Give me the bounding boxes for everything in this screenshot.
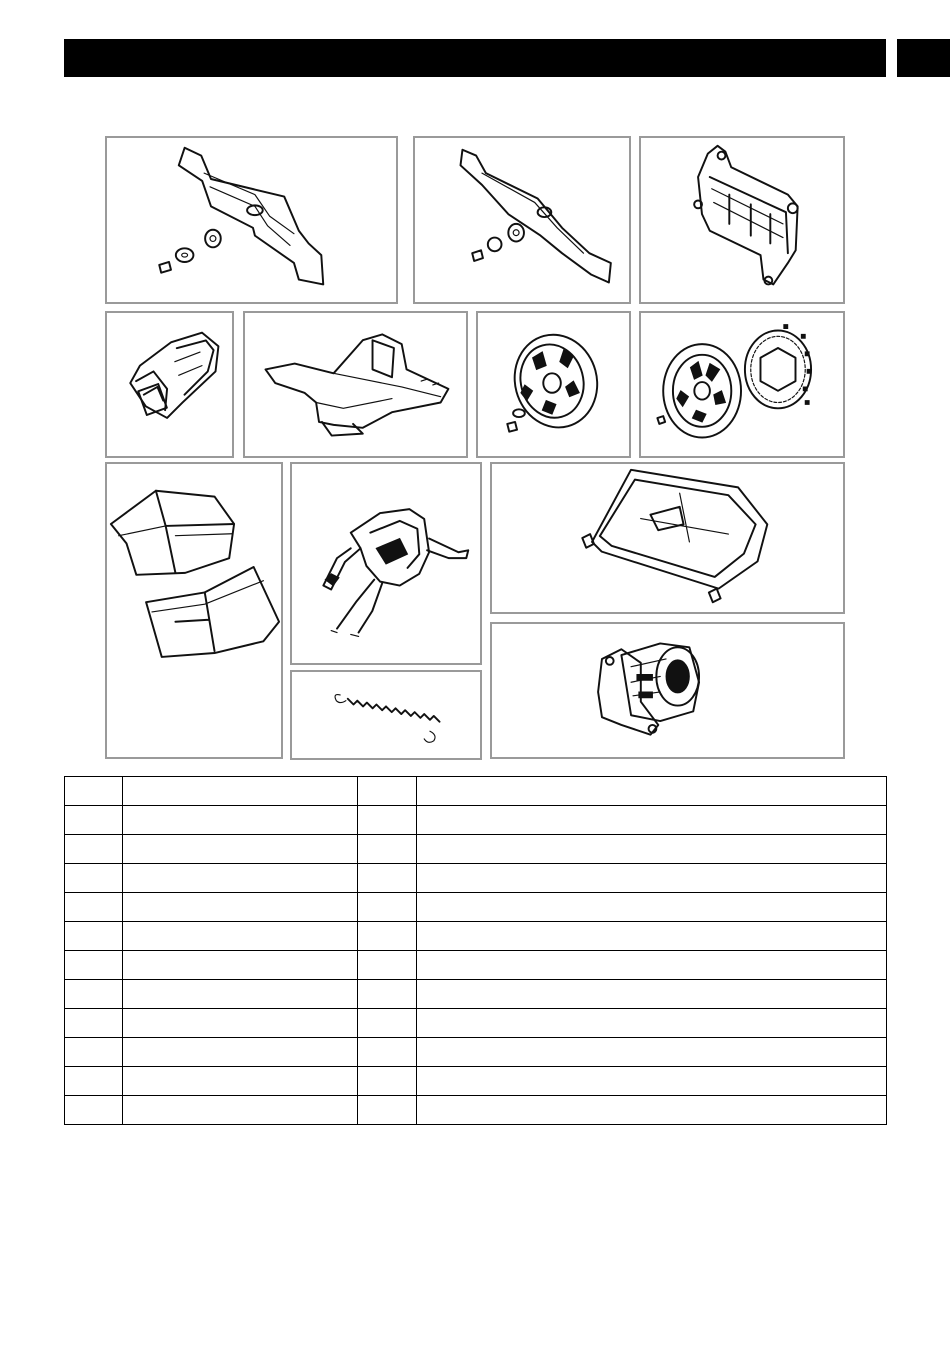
table-row: [65, 1096, 887, 1125]
table-cell: [417, 951, 887, 980]
table-cell: [358, 980, 417, 1009]
table-cell: [417, 835, 887, 864]
table-cell: [123, 1096, 358, 1125]
table-cell: [65, 777, 123, 806]
table-cell: [358, 864, 417, 893]
panel-rear-wheel-gear: [639, 311, 845, 458]
header-bar: [64, 39, 886, 77]
table-cell: [417, 1038, 887, 1067]
wheel-and-gear-icon: [641, 313, 843, 456]
clamp-icon: [107, 313, 232, 456]
table-cell: [123, 777, 358, 806]
table-cell: [417, 922, 887, 951]
motor-icon: [492, 624, 843, 757]
panel-mower-deck: [490, 462, 845, 614]
table-cell: [123, 1009, 358, 1038]
table-cell: [65, 835, 123, 864]
table-cell: [358, 1009, 417, 1038]
parts-table-body: [65, 777, 887, 1125]
table-row: [65, 951, 887, 980]
table-cell: [65, 980, 123, 1009]
table-cell: [123, 893, 358, 922]
panel-motor-mount-bracket: [639, 136, 845, 304]
table-cell: [65, 1067, 123, 1096]
table-cell: [123, 1038, 358, 1067]
panel-spring: [290, 670, 482, 760]
table-cell: [123, 864, 358, 893]
table-cell: [65, 864, 123, 893]
page-tab: [897, 39, 950, 77]
rear-flap-icon: [245, 313, 466, 456]
table-cell: [65, 893, 123, 922]
table-row: [65, 893, 887, 922]
table-cell: [358, 1067, 417, 1096]
table-cell: [358, 893, 417, 922]
table-cell: [358, 951, 417, 980]
panel-blade-large: [105, 136, 398, 304]
table-cell: [417, 777, 887, 806]
table-cell: [123, 806, 358, 835]
panel-motor: [490, 622, 845, 759]
wheel-icon: [478, 313, 629, 456]
table-cell: [123, 922, 358, 951]
panel-blade-small: [413, 136, 631, 304]
panel-height-lever: [290, 462, 482, 665]
table-cell: [417, 806, 887, 835]
blade-with-washers-icon: [107, 138, 396, 302]
table-row: [65, 835, 887, 864]
table-cell: [65, 1096, 123, 1125]
table-cell: [65, 806, 123, 835]
table-row: [65, 806, 887, 835]
table-row: [65, 980, 887, 1009]
height-adjust-lever-icon: [292, 464, 480, 663]
table-cell: [417, 980, 887, 1009]
parts-table: [64, 776, 887, 1125]
panel-front-wheel: [476, 311, 631, 458]
table-cell: [123, 1067, 358, 1096]
panel-handle-clamp: [105, 311, 234, 458]
table-cell: [65, 1009, 123, 1038]
table-cell: [358, 777, 417, 806]
table-cell: [417, 893, 887, 922]
table-cell: [123, 980, 358, 1009]
table-cell: [358, 1096, 417, 1125]
table-row: [65, 1038, 887, 1067]
blade-with-washers-icon: [415, 138, 629, 302]
table-row: [65, 922, 887, 951]
panel-rear-flap: [243, 311, 468, 458]
bracket-icon: [641, 138, 843, 302]
table-cell: [417, 1096, 887, 1125]
table-row: [65, 1009, 887, 1038]
table-row: [65, 777, 887, 806]
table-cell: [358, 1038, 417, 1067]
table-cell: [65, 1038, 123, 1067]
table-cell: [358, 922, 417, 951]
table-cell: [417, 864, 887, 893]
grass-bag-icon: [107, 464, 281, 757]
table-cell: [123, 835, 358, 864]
panel-grass-bag: [105, 462, 283, 759]
table-cell: [123, 951, 358, 980]
table-row: [65, 1067, 887, 1096]
table-cell: [358, 835, 417, 864]
table-cell: [65, 951, 123, 980]
deck-icon: [492, 464, 843, 612]
table-cell: [65, 922, 123, 951]
table-cell: [358, 806, 417, 835]
table-cell: [417, 1009, 887, 1038]
table-row: [65, 864, 887, 893]
table-cell: [417, 1067, 887, 1096]
spring-icon: [292, 672, 480, 758]
